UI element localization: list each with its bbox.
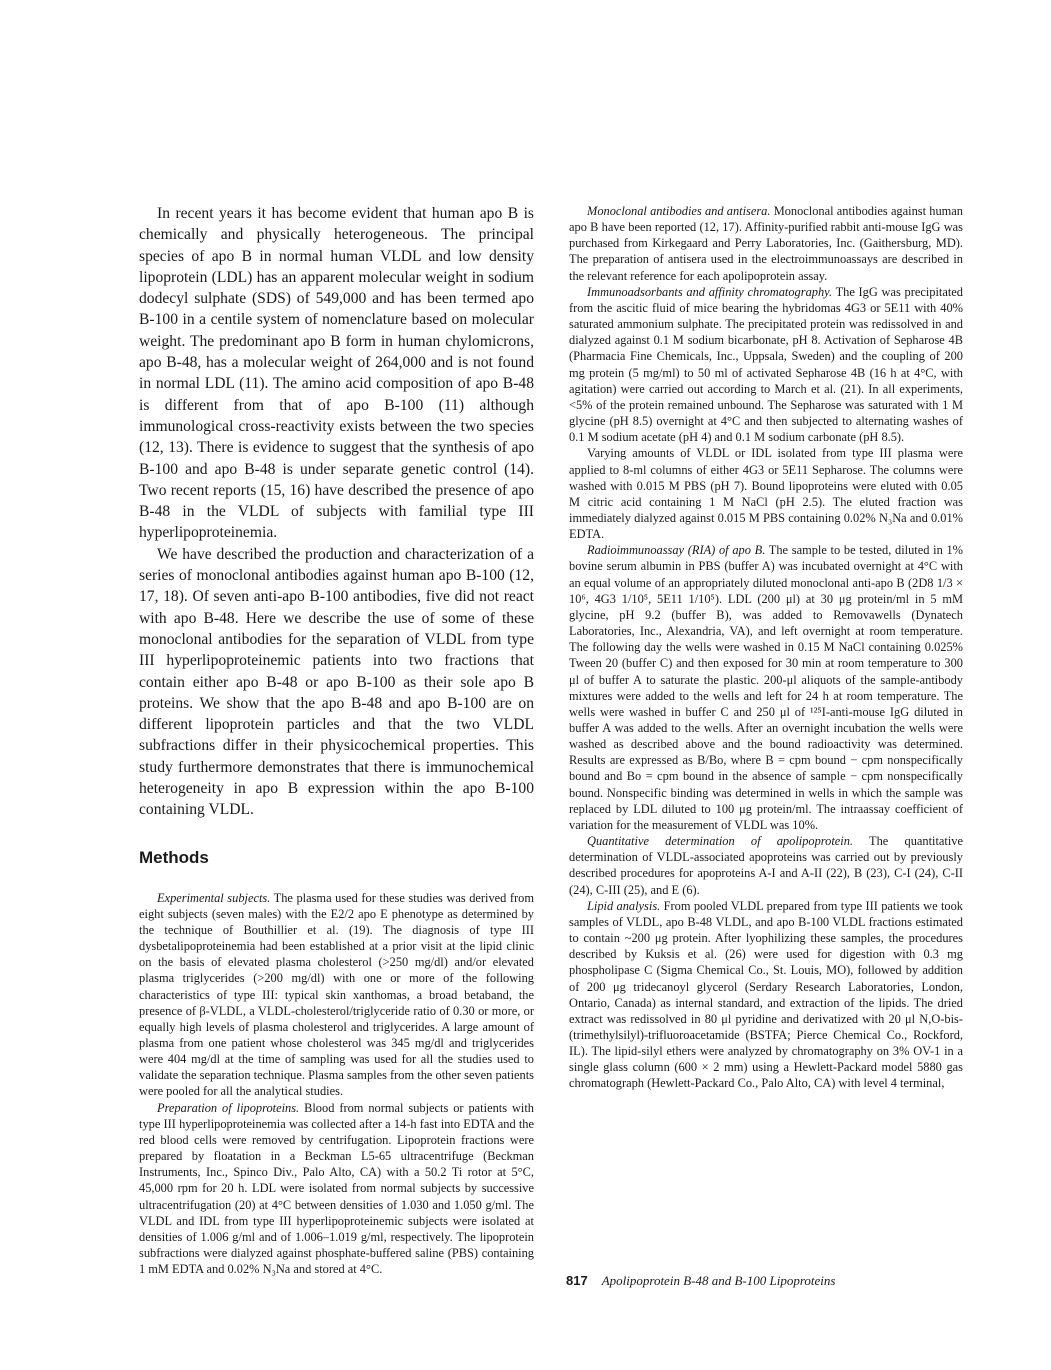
preparation-lipoproteins-paragraph bbox=[139, 1100, 534, 1278]
intro-paragraph-1: In recent years it has become evident that human apo B is chemically and physically heterogeneous. The principal species of apo B in normal human VLDL and low density lipoprotein (LDL) has an apparent molecular weight in sodium dodecyl sulphate (SDS) of 549,000 and has been termed apo B-100 in a centile system of nomenclature based on molecular weight. The predominant apo B form in human chylomicrons, apo B-48, has a molecular weight of 264,000 and is not found in normal LDL (11). The amino acid composition of apo B-48 is different from that of apo B-100 (11) although immunological cross-reactivity exists between the two species (12, 13). There is evidence to suggest that the synthesis of apo B-100 and apo B-48 is under separate genetic control (14). Two recent reports (15, 16) have described the presence of apo B-48 in the VLDL of subjects with familial type III hyperlipoproteinemia. bbox=[139, 205, 534, 542]
columns-paragraph bbox=[569, 445, 963, 542]
run-in-heading: Monoclonal antibodies and antisera. bbox=[587, 204, 771, 218]
page-footer bbox=[566, 1273, 986, 1289]
paragraph-body: From pooled VLDL prepared from type III patients we took samples of VLDL, apo B-48 VLDL, and apo B-100 VLDL fractions estimated to contain ~200 μg protein. After lyophilizing these samples, the procedures described by Kuksis et al. (26) were used for digestion with 0.3 mg phospholipase C (Sigma Chemical Co., St. Louis, MO), followed by addition of 200 μg tridecanoyl glycerol (Serdary Research Laboratories, London, Ontario, Canada) as internal standard, and extraction of the lipids. The dried extract was redissolved in 80 μl pyridine and derivatized with 20 μl N,O-bis-(trimethylsilyl)-trifluoroacetamide (BSTFA; Pierce Chemical Co., Rockford, IL). The lipid-silyl ethers were analyzed by chromatography on 3% OV-1 in a single glass column (600 × 2 mm) using a Hewlett-Packard model 5880 gas chromatograph (Hewlett-Packard Co., Palo Alto, CA) with level 4 terminal, bbox=[569, 898, 963, 1091]
paragraph-body: Blood from normal subjects or patients with type III hyperlipoproteinemia was collected after a 14-h fast into EDTA and the red blood cells were removed by centrifugation. Lipoprotein fractions were prepared by floatation in a Beckman L5-65 ultracentrifuge (Beckman Instruments, Inc., Spinco Div., Palo Alto, CA) with a 50.2 Ti rotor at 5°C, 45,000 rpm for 20 h. LDL were isolated from normal subjects by successive ultracentrifugation (20) at 4°C between densities of 1.030 and 1.050 g/ml. The VLDL and IDL from type III hyperlipoproteinemic subjects were isolated at densities of 1.006 g/ml and of 1.006–1.019 g/ml, respectively. The lipoprotein subfractions were dialyzed against phosphate-buffered saline (PBS) containing 1 mM EDTA and 0.02% N₃Na and stored at 4°C. bbox=[139, 1100, 534, 1277]
run-in-heading: Experimental subjects. bbox=[157, 890, 271, 905]
page-number: 817 bbox=[566, 1273, 588, 1288]
lipid-analysis-paragraph bbox=[569, 898, 963, 1092]
radioimmunoassay-paragraph bbox=[569, 542, 963, 833]
running-title: Apolipoprotein B-48 and B-100 Lipoproteins bbox=[601, 1273, 836, 1288]
right-column bbox=[569, 203, 963, 1092]
run-in-heading: Quantitative determination of apolipoprotein. bbox=[587, 834, 854, 849]
run-in-heading: Lipid analysis. bbox=[587, 898, 661, 913]
quantitative-determination-paragraph bbox=[569, 833, 963, 898]
paragraph-body: Monoclonal antibodies against human apo B have been reported (12, 17). Affinity-purified rabbit anti-mouse IgG was purchased from Kirkegaard and Perry Laboratories, Inc. (Gaithersburg, MD). The preparation of antisera used in the electroimmunoassays are described in the relevant reference for each apolipoprotein assay. bbox=[569, 204, 963, 283]
monoclonal-antibodies-paragraph bbox=[569, 203, 963, 284]
paragraph-body: The quantitative determination of VLDL-associated apoproteins was carried out by previously described procedures for apoproteins A-I and A-II (22), B (23), C-I (24), C-II (24), C-III (25), and E (6). bbox=[569, 834, 963, 897]
paragraph-body: The plasma used for these studies was derived from eight subjects (seven males) with the E2/2 apo E phenotype as determined by the technique of Bouthillier et al. (19). The diagnosis of type III dysbetalipoproteinemia had been established at a prior visit at the lipid clinic on the basis of elevated plasma cholesterol (>250 mg/dl) and/or elevated plasma triglycerides (>200 mg/dl) with one or more of the following characteristics of type III: typical skin xanthomas, a broad betaband, the presence of β-VLDL, a VLDL-cholesterol/triglyceride ratio of 0.30 or more, or equally high levels of plasma cholesterol and triglycerides. A large amount of plasma from one patient whose cholesterol was 345 mg/dl and triglycerides were 404 mg/dl at the time of sampling was used for all the studies used to validate the separation technique. Plasma samples from the other seven patients were pooled for all the analytical studies. bbox=[139, 890, 534, 1099]
run-in-heading: Immunoadsorbants and affinity chromatography. bbox=[587, 284, 833, 299]
run-in-heading: Radioimmunoassay (RIA) of apo B. bbox=[587, 543, 766, 558]
paragraph-body: Varying amounts of VLDL or IDL isolated from type III plasma were applied to 8-ml columns of either 4G3 or 5E11 Sepharose. The columns were washed with 0.015 M PBS (pH 7). Bound lipoproteins were eluted with 0.05 M citric acid containing 1 M NaCl (pH 2.5). The eluted fraction was immediately dialyzed against 0.015 M PBS containing 0.02% N₃Na and 0.01% EDTA. bbox=[569, 446, 963, 542]
paragraph-body: The sample to be tested, diluted in 1% bovine serum albumin in PBS (buffer A) was incubated overnight at 4°C with an equal volume of an appropriately diluted monoclonal anti-apo B (2D8 1/3 × 10⁶, 4G3 1/10⁵, 5E11 1/10⁵). LDL (200 μl) at 30 μg protein/ml in 5 mM glycine, pH 9.2 (buffer B), was added to Removawells (Dynatech Laboratories, Inc., Alexandria, VA), and left overnight at room temperature. The following day the wells were washed in 0.15 M NaCl containing 0.025% Tween 20 (buffer C) and then exposed for 30 min at room temperature to 300 μl of buffer A to saturate the plastic. 200-μl aliquots of the sample-antibody mixtures were added to the wells and left for 24 h at room temperature. The wells were washed in buffer C and 250 μl of ¹²⁵I-anti-mouse IgG diluted in buffer A was added to the wells. After an overnight incubation the wells were washed as described above and the bound radioactivity was determined. Results are expressed as B/Bo, where B = cpm bound − cpm nonspecifically bound and Bo = cpm bound in the absence of sample − cpm nonspecifically bound. Nonspecific binding was determined in wells in which the sample was replaced by LDL diluted to 100 μg protein/ml. The intraassay coefficient of variation for the measurement of VLDL was 10%. bbox=[569, 543, 963, 832]
experimental-subjects-paragraph bbox=[139, 890, 534, 1100]
left-column bbox=[139, 203, 534, 1277]
run-in-heading: Preparation of lipoproteins. bbox=[157, 1100, 300, 1115]
intro-paragraph-2: We have described the production and characterization of a series of monoclonal antibodies against human apo B-100 (12, 17, 18). Of seven anti-apo B-100 antibodies, five did not react with apo B-48. Here we describe the use of some of these monoclonal antibodies for the separation of VLDL from type III hyperlipoproteinemic patients into two fractions that contain either apo B-48 or apo B-100 as their sole apo B proteins. We show that the apo B-48 and apo B-100 are on different lipoprotein particles and that the two VLDL subfractions differ in their physicochemical properties. This study furthermore demonstrates that there is immunochemical heterogeneity in apo B expression within the apo B-100 containing VLDL. bbox=[139, 545, 534, 819]
immunoadsorbants-paragraph bbox=[569, 284, 963, 446]
paragraph-body: The IgG was precipitated from the ascitic fluid of mice bearing the hybridomas 4G3 or 5E11 with 40% saturated ammonium sulphate. The precipitated protein was redissolved in and dialyzed against 0.1 M sodium bicarbonate, pH 8. Activation of Sepharose 4B (Pharmacia Fine Chemicals, Inc., Uppsala, Sweden) and the coupling of 200 mg protein (5 mg/ml) to 50 ml of activated Sepharose 4B (16 h at 4°C, with agitation) were carried out according to March et al. (21). In all experiments, <5% of the protein remained unbound. The Sepharose was saturated with 1 M glycine (pH 8.5) overnight at 4°C and then subjected to alternating washes of 0.1 M sodium acetate (pH 4) and 0.1 M sodium carbonate (pH 8.5). bbox=[569, 284, 963, 445]
methods-heading: Methods bbox=[139, 847, 209, 867]
